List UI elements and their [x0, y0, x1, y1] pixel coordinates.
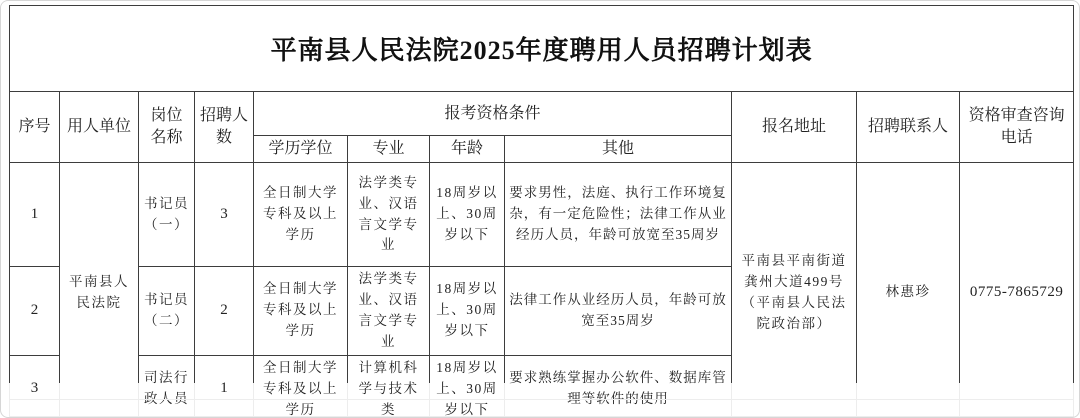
col-header-employer: 用人单位: [60, 92, 139, 163]
cell-other: 法律工作从业经历人员，年龄可放宽至35周岁: [505, 267, 732, 356]
col-header-address: 报名地址: [732, 92, 857, 163]
cell-count: 2: [195, 267, 254, 356]
col-header-other: 其他: [505, 136, 732, 163]
cell-position: 书记员（一）: [139, 163, 195, 267]
title-row: [10, 6, 1074, 92]
empty-grid-row: [10, 400, 1074, 417]
empty-grid: [9, 383, 1074, 417]
empty-grid-row: [10, 383, 1074, 400]
col-header-phone: 资格审查咨询电话: [960, 92, 1074, 163]
cell-major: 法学类专业、汉语言文学专业: [348, 267, 430, 356]
cell-age: 18周岁以上、30周岁以下: [430, 163, 505, 267]
cell-education: 全日制大学专科及以上学历: [254, 163, 348, 267]
col-header-count: 招聘人数: [195, 92, 254, 163]
cell-count: 3: [195, 163, 254, 267]
cell-position: 司法行政人员: [139, 355, 195, 418]
table-row-1: [10, 163, 1074, 267]
col-header-education: 学历学位: [254, 136, 348, 163]
page-title: 平南县人民法院2025年度聘用人员招聘计划表: [10, 6, 1074, 92]
cell-other: 要求男性，法庭、执行工作环境复杂，有一定危险性；法律工作从业经历人员，年龄可放宽至35周岁: [505, 163, 732, 267]
recruitment-plan-table: [9, 5, 1074, 418]
header-row-group: [10, 92, 1074, 136]
cell-address: 平南县平南街道龚州大道499号（平南县人民法院政治部）: [732, 163, 857, 418]
cell-count: 1: [195, 355, 254, 418]
cell-position: 书记员（二）: [139, 267, 195, 356]
cell-phone: 0775-7865729: [960, 163, 1074, 418]
col-header-qualification-group: 报考资格条件: [254, 92, 732, 136]
cell-major: 计算机科学与技术类: [348, 355, 430, 418]
cell-seq: 2: [10, 267, 60, 356]
cell-major: 法学类专业、汉语言文学专业: [348, 163, 430, 267]
cell-other: 要求熟练掌握办公软件、数据库管理等软件的使用: [505, 355, 732, 418]
cell-employer: 平南县人民法院: [60, 163, 139, 418]
col-header-position: 岗位名称: [139, 92, 195, 163]
col-header-seq: 序号: [10, 92, 60, 163]
cell-seq: 1: [10, 163, 60, 267]
cell-education: 全日制大学专科及以上学历: [254, 355, 348, 418]
cell-age: 18周岁以上、30周岁以下: [430, 355, 505, 418]
col-header-major: 专业: [348, 136, 430, 163]
cell-education: 全日制大学专科及以上学历: [254, 267, 348, 356]
cell-contact: 林惠珍: [857, 163, 960, 418]
col-header-age: 年龄: [430, 136, 505, 163]
cell-seq: 3: [10, 355, 60, 418]
col-header-contact: 招聘联系人: [857, 92, 960, 163]
cell-age: 18周岁以上、30周岁以下: [430, 267, 505, 356]
